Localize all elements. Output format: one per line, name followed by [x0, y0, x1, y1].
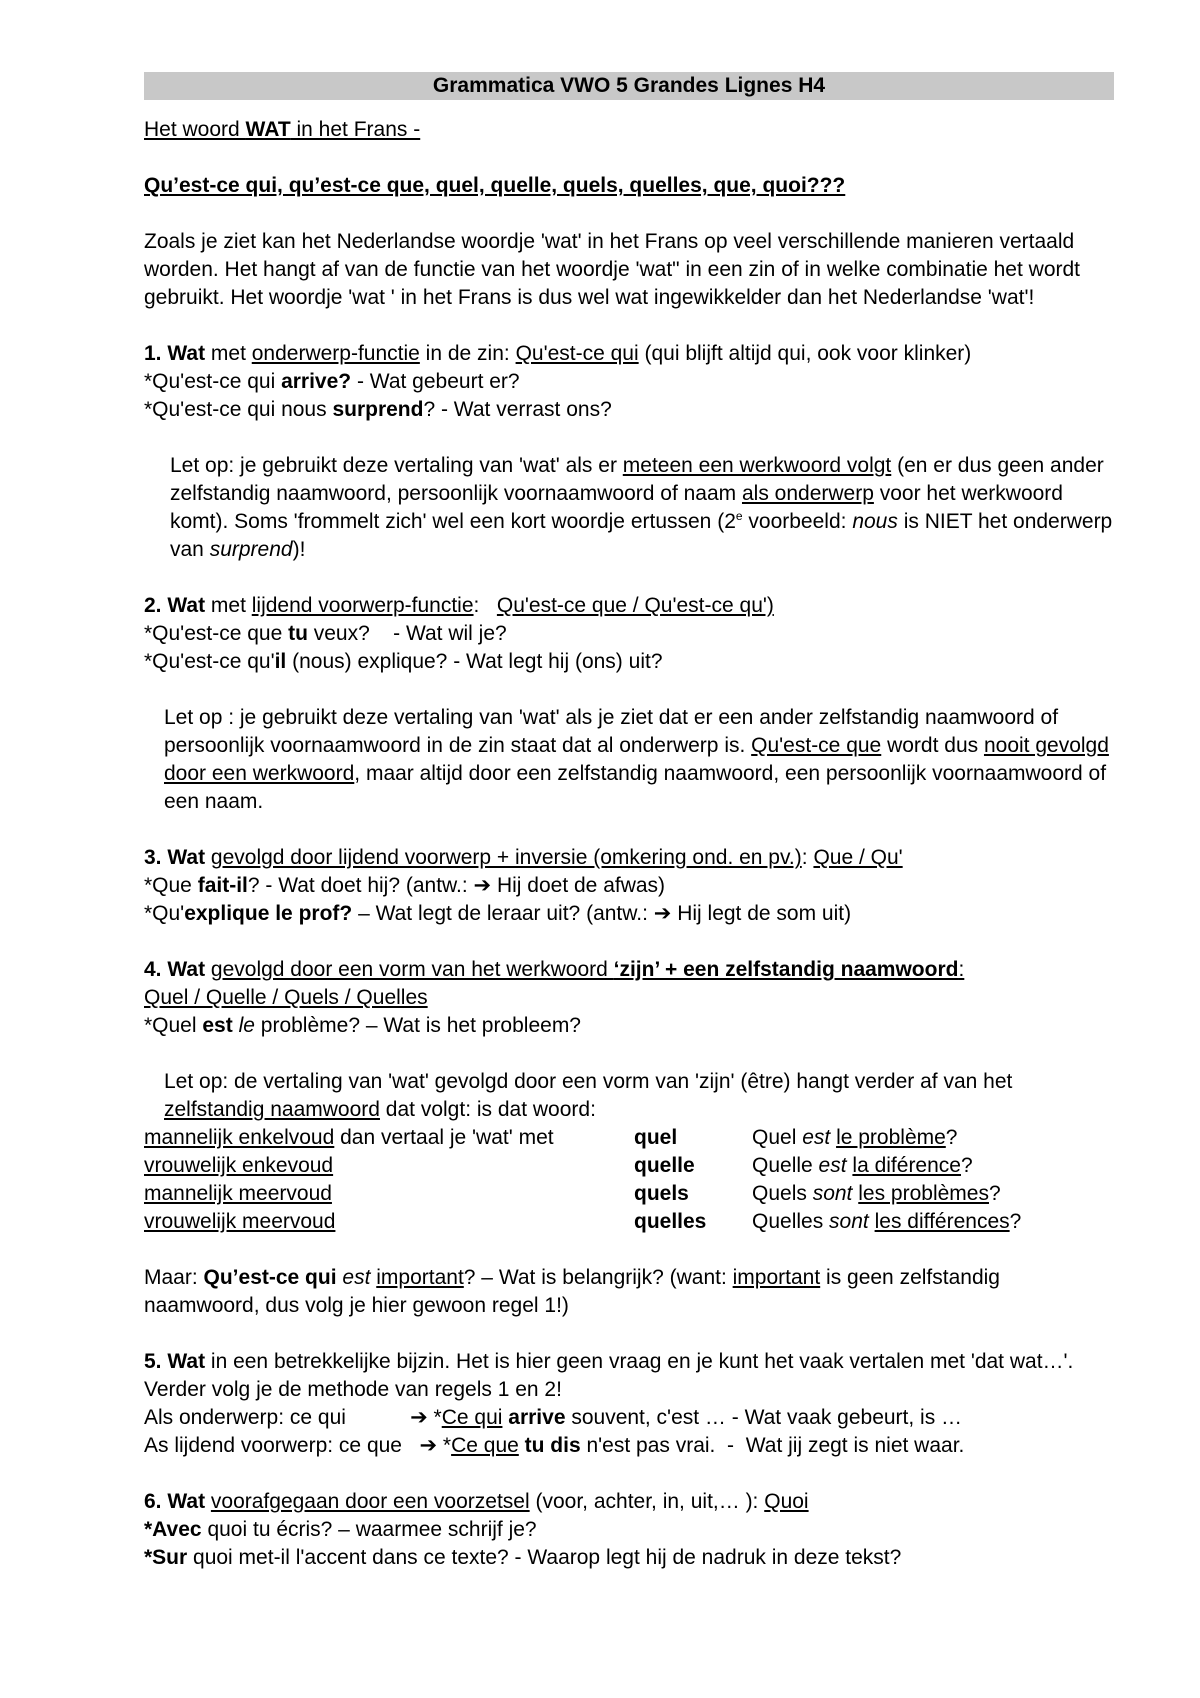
underlined-term: voorafgegaan door een voorzetsel: [210, 1490, 530, 1513]
document-page: [144, 72, 1114, 1572]
text: - Wat gebeurt er?: [351, 370, 520, 393]
underlined-term: vrouwelijk meervoud: [144, 1210, 336, 1233]
underlined-term: important: [376, 1266, 464, 1289]
bold-term: *Sur: [144, 1546, 188, 1569]
bold-term: il: [274, 650, 287, 673]
underlined-term: [211, 958, 964, 981]
text: in een betrekkelijke bijzin. Het is hier geen vraag en je kunt het vaak vertalen met 'dat wat…'. Verder volg je de methode van regels 1 en 2!: [144, 1350, 1074, 1401]
text: met: [205, 594, 252, 617]
rule-number: 4. Wat: [144, 958, 206, 981]
underlined-term: mannelijk enkelvoud: [144, 1126, 335, 1149]
text: Maar:: [144, 1266, 204, 1289]
subtitle: [144, 116, 1114, 144]
bold-term: fait-il: [197, 874, 248, 897]
italic-term: est: [802, 1126, 831, 1149]
bold-term: Qu’est-ce qui: [203, 1266, 337, 1289]
bold-term: tu dis: [524, 1434, 581, 1457]
heading-text: Qu’est-ce qui, qu’est-ce que, quel, quelle, quels, quelles, que, quoi???: [144, 174, 846, 197]
table-row-label: [144, 1124, 634, 1152]
table-row-label: [144, 1208, 634, 1236]
underlined-term: les problèmes: [858, 1182, 989, 1205]
underlined-term: Qu'est-ce qui: [515, 342, 639, 365]
text: in de zin:: [419, 342, 516, 365]
bold-term: explique le prof?: [184, 902, 353, 925]
underlined-term: le problème: [836, 1126, 946, 1149]
underlined-term: lijdend voorwerp-functie: [251, 594, 474, 617]
bold-term: arrive?: [281, 370, 352, 393]
bold-term: est: [202, 1014, 233, 1037]
rule-3-heading: [144, 844, 1114, 872]
example-line: [144, 872, 1114, 900]
underlined-term: Qu'est-ce que / Qu'est-ce qu'): [496, 594, 774, 617]
text: Quelle: [752, 1154, 819, 1177]
bold-term: surprend: [332, 398, 424, 421]
underlined-term: les différences: [874, 1210, 1010, 1233]
text: As lijdend voorwerp: ce que ➔ *: [144, 1434, 452, 1457]
underlined-term: Quel / Quelle / Quels / Quelles: [144, 986, 428, 1009]
example-line: [144, 900, 1114, 928]
table-row-word: quelle: [634, 1154, 695, 1177]
text: – Wat legt de leraar uit? (antw.: ➔ Hij legt de som uit): [352, 902, 852, 925]
rule-1-heading: [144, 340, 1114, 368]
italic-term: surprend: [209, 538, 293, 561]
text: ?: [988, 1182, 1001, 1205]
text: ? - Wat verrast ons?: [423, 398, 612, 421]
table-row-example: [752, 1124, 1114, 1152]
italic-term: sont: [812, 1182, 853, 1205]
rule-4-exception: [144, 1264, 1114, 1320]
text: :: [801, 846, 814, 869]
text: veux? - Wat wil je?: [307, 622, 507, 645]
example-line: [144, 1544, 1114, 1572]
text: :: [473, 594, 497, 617]
text: *Qu': [144, 902, 185, 925]
table-row-example: [752, 1180, 1114, 1208]
underlined-term: Quoi: [764, 1490, 809, 1513]
example-line: [144, 1432, 1114, 1460]
text: met: [205, 342, 252, 365]
text: Quel: [752, 1126, 803, 1149]
rule-number: 6. Wat: [144, 1490, 206, 1513]
rule-2-heading: [144, 592, 1114, 620]
text: is NIET het onderwerp van: [170, 510, 1113, 561]
rule-5-heading: [144, 1348, 1114, 1404]
text: :: [958, 958, 965, 981]
rule-number: 2. Wat: [144, 594, 206, 617]
text: dan vertaal je 'wat' met: [334, 1126, 554, 1149]
underlined-term: gevolgd door lijdend voorwerp + inversie (omkering ond. en pv.): [210, 846, 802, 869]
italic-term: nous: [852, 510, 898, 533]
text: , maar altijd door een zelfstandig naamwoord, een persoonlijk voornaamwoord of een naam.: [164, 762, 1107, 813]
rule-4-heading: [144, 956, 1114, 984]
underlined-term: Ce qui: [441, 1406, 503, 1429]
text: Let op: je gebruikt deze vertaling van 'wat' als er: [170, 454, 623, 477]
text: quoi tu écris? – waarmee schrijf je?: [201, 1518, 537, 1541]
example-line: [144, 368, 1114, 396]
bold-term: arrive: [508, 1406, 566, 1429]
text: *Que: [144, 874, 198, 897]
table-row-example: [752, 1152, 1114, 1180]
underlined-term: mannelijk meervoud: [144, 1182, 332, 1205]
underlined-term: onderwerp-functie: [251, 342, 420, 365]
section-heading: [144, 172, 1114, 200]
underlined-term: vrouwelijk enkevoud: [144, 1154, 334, 1177]
table-row-word: quels: [634, 1182, 689, 1205]
table-row-label: [144, 1152, 634, 1180]
text: *Qu'est-ce que: [144, 622, 289, 645]
text: )!: [292, 538, 306, 561]
rule-1-note: [144, 452, 1114, 564]
example-line: [144, 620, 1114, 648]
text: *Qu'est-ce qu': [144, 650, 275, 673]
superscript: e: [735, 509, 743, 523]
text: gevolgd door een vorm van het werkwoord: [210, 958, 614, 981]
text: (qui blijft altijd qui, ook voor klinker): [638, 342, 972, 365]
text: ? – Wat is belangrijk? (want:: [463, 1266, 733, 1289]
text: quoi met-il l'accent dans ce texte? - Waarop legt hij de nadruk in deze tekst?: [187, 1546, 902, 1569]
rule-number: 5. Wat: [144, 1350, 206, 1373]
table-row-word: quel: [634, 1126, 678, 1149]
text: ?: [945, 1126, 958, 1149]
italic-term: sont: [829, 1210, 869, 1233]
example-line: [144, 648, 1114, 676]
page-title: Grammatica VWO 5 Grandes Lignes H4: [144, 72, 1114, 100]
subtitle-bold: WAT: [245, 118, 291, 141]
example-line: [144, 1516, 1114, 1544]
rule-number: 3. Wat: [144, 846, 206, 869]
example-line: [144, 1404, 1114, 1432]
text: n'est pas vrai. - Wat jij zegt is niet waar.: [580, 1434, 965, 1457]
bold-term: tu: [288, 622, 308, 645]
text: (en er dus geen ander zelfstandig naamwoord, persoonlijk voornaamwoord of naam: [170, 454, 1104, 505]
underlined-term: nooit gevolgd door een werkwoord: [164, 734, 1109, 785]
text: problème? – Wat is het probleem?: [254, 1014, 581, 1037]
bold-term: *Avec: [144, 1518, 202, 1541]
text: dat volgt: is dat woord:: [379, 1098, 596, 1121]
underlined-term: zelfstandig naamwoord: [164, 1098, 380, 1121]
intro-paragraph: Zoals je ziet kan het Nederlandse woordje 'wat' in het Frans op veel verschillende manieren vertaald worden. Het hangt af van de functie van het woordje 'wat" in een zin of in welke combinatie het wordt gebruikt. Het woordje 'wat ' in het Frans is dus wel wat ingewikkelder dan het Nederlandse 'wat'!: [144, 230, 1081, 309]
rule-2-note: [144, 704, 1114, 816]
text: (nous) explique? - Wat legt hij (ons) uit?: [286, 650, 663, 673]
rule-number: 1. Wat: [144, 342, 206, 365]
underlined-term: Ce que: [451, 1434, 519, 1457]
underlined-term: als onderwerp: [741, 482, 874, 505]
gender-number-table: [144, 1124, 1114, 1236]
text: Let op : je gebruikt deze vertaling van 'wat' als je ziet dat er een ander zelfstandig naamwoord of persoonlijk voornaamwoord in de zin staat dat al onderwerp is.: [164, 706, 1059, 757]
underlined-term: meteen een werkwoord volgt: [622, 454, 892, 477]
text: voor het werkwoord komt). Soms 'frommelt zich' wel een kort woordje ertussen (2: [170, 482, 1063, 533]
text: is geen zelfstandig naamwoord, dus volg je hier gewoon regel 1!): [144, 1266, 1000, 1317]
underlined-term: important: [732, 1266, 821, 1289]
rule-6-heading: [144, 1488, 1114, 1516]
underlined-term: Qu'est-ce que: [751, 734, 882, 757]
text: voorbeeld:: [742, 510, 853, 533]
bold-term: ‘zijn’ + een zelfstandig naamwoord: [613, 958, 959, 981]
italic-term: est: [342, 1266, 371, 1289]
rule-4-note: [144, 1068, 1114, 1124]
text: ?: [1009, 1210, 1022, 1233]
text: *Qu'est-ce qui nous: [144, 398, 333, 421]
text: Quels: [752, 1182, 813, 1205]
text: *Qu'est-ce qui: [144, 370, 282, 393]
text: Als onderwerp: ce qui ➔ *: [144, 1406, 442, 1429]
text: ? - Wat doet hij? (antw.: ➔ Hij doet de afwas): [247, 874, 666, 897]
table-row-word: quelles: [634, 1210, 707, 1233]
text: souvent, c'est … - Wat vaak gebeurt, is …: [565, 1406, 963, 1429]
table-row-label: [144, 1180, 634, 1208]
italic-term: est: [818, 1154, 847, 1177]
underlined-term: la diférence: [852, 1154, 961, 1177]
text: Quelles: [752, 1210, 830, 1233]
example-line: [144, 396, 1114, 424]
text: Let op: de vertaling van 'wat' gevolgd door een vorm van 'zijn' (être) hangt verder af van het: [164, 1070, 1013, 1093]
italic-term: le: [238, 1014, 255, 1037]
subtitle-part: Het woord: [144, 118, 246, 141]
text: wordt dus: [881, 734, 984, 757]
text: (voor, achter, in, uit,… ):: [529, 1490, 765, 1513]
text: *Quel: [144, 1014, 203, 1037]
rule-4-forms: [144, 984, 1114, 1012]
text: ?: [960, 1154, 973, 1177]
table-row-example: [752, 1208, 1114, 1236]
example-line: [144, 1012, 1114, 1040]
subtitle-part: in het Frans -: [290, 118, 421, 141]
underlined-term: Que / Qu': [813, 846, 903, 869]
